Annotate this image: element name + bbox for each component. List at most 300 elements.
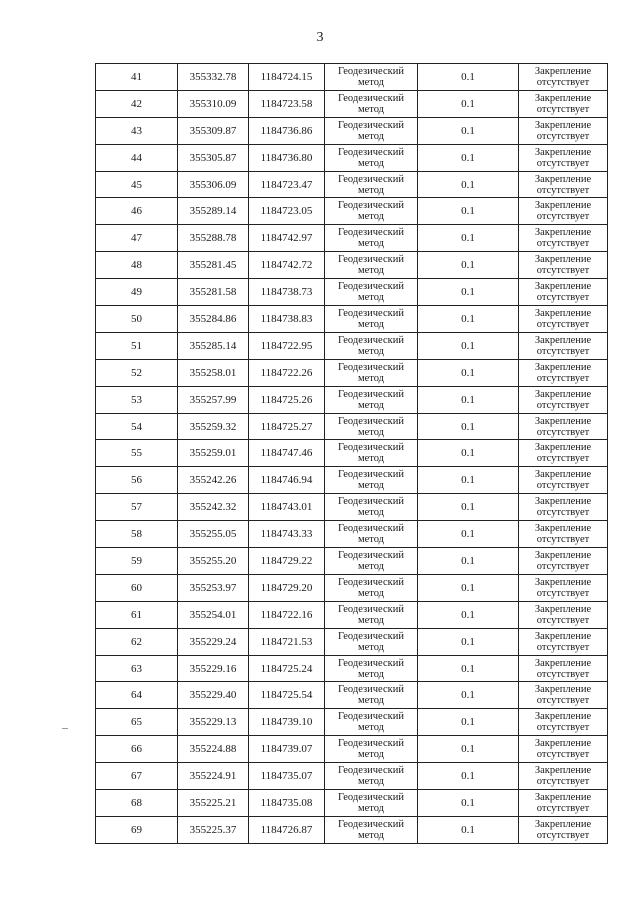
fixing-cell-line2: отсутствует bbox=[536, 76, 590, 88]
accuracy-cell: 0.1 bbox=[418, 628, 519, 655]
margin-mark bbox=[62, 728, 68, 729]
method-cell-line1: Геодезический bbox=[338, 227, 404, 239]
x-coordinate-cell: 355258.01 bbox=[178, 359, 249, 386]
method-cell-line1: Геодезический bbox=[338, 523, 404, 535]
y-coordinate-cell: 1184721.53 bbox=[249, 628, 325, 655]
method-cell-line1: Геодезический bbox=[338, 361, 404, 373]
point-number-cell: 50 bbox=[96, 306, 178, 333]
fixing-cell-line2: отсутствует bbox=[536, 292, 590, 304]
accuracy-cell: 0.1 bbox=[418, 198, 519, 225]
method-cell bbox=[325, 252, 418, 279]
table-row bbox=[96, 117, 608, 144]
fixing-cell-line1: Закрепление bbox=[534, 549, 592, 561]
method-cell bbox=[325, 225, 418, 252]
table-row bbox=[96, 279, 608, 306]
table-row bbox=[96, 144, 608, 171]
method-cell-line2: метод bbox=[357, 238, 385, 250]
method-cell-line2: метод bbox=[357, 345, 385, 357]
accuracy-cell: 0.1 bbox=[418, 790, 519, 817]
fixing-cell-line1: Закрепление bbox=[534, 738, 592, 750]
fixing-cell-line2: отсутствует bbox=[536, 265, 590, 277]
y-coordinate-cell: 1184729.20 bbox=[249, 574, 325, 601]
method-cell-line1: Геодезический bbox=[338, 119, 404, 131]
accuracy-cell: 0.1 bbox=[418, 279, 519, 306]
accuracy-cell: 0.1 bbox=[418, 763, 519, 790]
point-number-cell: 66 bbox=[96, 736, 178, 763]
fixing-cell-line2: отсутствует bbox=[536, 587, 590, 599]
fixing-cell bbox=[519, 144, 608, 171]
method-cell-line2: метод bbox=[357, 641, 385, 653]
table-row bbox=[96, 763, 608, 790]
method-cell bbox=[325, 574, 418, 601]
accuracy-cell: 0.1 bbox=[418, 90, 519, 117]
point-number-cell: 56 bbox=[96, 467, 178, 494]
fixing-cell-line2: отсутствует bbox=[536, 238, 590, 250]
method-cell bbox=[325, 90, 418, 117]
point-number-cell: 68 bbox=[96, 790, 178, 817]
y-coordinate-cell: 1184725.26 bbox=[249, 386, 325, 413]
table-row bbox=[96, 790, 608, 817]
point-number-cell: 61 bbox=[96, 601, 178, 628]
accuracy-cell: 0.1 bbox=[418, 332, 519, 359]
method-cell-line1: Геодезический bbox=[338, 469, 404, 481]
method-cell-line1: Геодезический bbox=[338, 765, 404, 777]
table-row bbox=[96, 655, 608, 682]
method-cell bbox=[325, 521, 418, 548]
table-row bbox=[96, 64, 608, 91]
y-coordinate-cell: 1184738.73 bbox=[249, 279, 325, 306]
fixing-cell bbox=[519, 736, 608, 763]
method-cell-line1: Геодезический bbox=[338, 818, 404, 830]
y-coordinate-cell: 1184736.86 bbox=[249, 117, 325, 144]
point-number-cell: 63 bbox=[96, 655, 178, 682]
fixing-cell-line2: отсутствует bbox=[536, 372, 590, 384]
method-cell-line2: метод bbox=[357, 426, 385, 438]
x-coordinate-cell: 355281.58 bbox=[178, 279, 249, 306]
fixing-cell bbox=[519, 763, 608, 790]
y-coordinate-cell: 1184722.16 bbox=[249, 601, 325, 628]
fixing-cell-line1: Закрепление bbox=[534, 684, 592, 696]
method-cell-line1: Геодезический bbox=[338, 334, 404, 346]
fixing-cell-line2: отсутствует bbox=[536, 480, 590, 492]
fixing-cell bbox=[519, 682, 608, 709]
accuracy-cell: 0.1 bbox=[418, 413, 519, 440]
x-coordinate-cell: 355255.05 bbox=[178, 521, 249, 548]
method-cell-line2: метод bbox=[357, 534, 385, 546]
y-coordinate-cell: 1184746.94 bbox=[249, 467, 325, 494]
fixing-cell-line1: Закрепление bbox=[534, 818, 592, 830]
point-number-cell: 64 bbox=[96, 682, 178, 709]
x-coordinate-cell: 355229.24 bbox=[178, 628, 249, 655]
accuracy-cell: 0.1 bbox=[418, 601, 519, 628]
x-coordinate-cell: 355253.97 bbox=[178, 574, 249, 601]
y-coordinate-cell: 1184725.54 bbox=[249, 682, 325, 709]
fixing-cell bbox=[519, 494, 608, 521]
fixing-cell bbox=[519, 332, 608, 359]
x-coordinate-cell: 355310.09 bbox=[178, 90, 249, 117]
y-coordinate-cell: 1184723.58 bbox=[249, 90, 325, 117]
fixing-cell bbox=[519, 90, 608, 117]
method-cell-line2: метод bbox=[357, 292, 385, 304]
fixing-cell-line1: Закрепление bbox=[534, 254, 592, 266]
accuracy-cell: 0.1 bbox=[418, 144, 519, 171]
y-coordinate-cell: 1184743.33 bbox=[249, 521, 325, 548]
method-cell-line1: Геодезический bbox=[338, 307, 404, 319]
fixing-cell-line2: отсутствует bbox=[536, 345, 590, 357]
table-row bbox=[96, 332, 608, 359]
fixing-cell-line1: Закрепление bbox=[534, 469, 592, 481]
point-number-cell: 60 bbox=[96, 574, 178, 601]
fixing-cell-line1: Закрепление bbox=[534, 603, 592, 615]
method-cell-line2: метод bbox=[357, 668, 385, 680]
accuracy-cell: 0.1 bbox=[418, 306, 519, 333]
method-cell-line1: Геодезический bbox=[338, 173, 404, 185]
point-number-cell: 41 bbox=[96, 64, 178, 91]
fixing-cell-line1: Закрепление bbox=[534, 657, 592, 669]
x-coordinate-cell: 355224.88 bbox=[178, 736, 249, 763]
table-row bbox=[96, 198, 608, 225]
method-cell bbox=[325, 709, 418, 736]
fixing-cell-line1: Закрепление bbox=[534, 388, 592, 400]
x-coordinate-cell: 355229.13 bbox=[178, 709, 249, 736]
method-cell-line2: метод bbox=[357, 749, 385, 761]
method-cell-line1: Геодезический bbox=[338, 388, 404, 400]
method-cell-line1: Геодезический bbox=[338, 684, 404, 696]
point-number-cell: 53 bbox=[96, 386, 178, 413]
table-row bbox=[96, 682, 608, 709]
method-cell-line2: метод bbox=[357, 722, 385, 734]
y-coordinate-cell: 1184743.01 bbox=[249, 494, 325, 521]
method-cell-line1: Геодезический bbox=[338, 603, 404, 615]
point-number-cell: 65 bbox=[96, 709, 178, 736]
fixing-cell-line1: Закрепление bbox=[534, 576, 592, 588]
method-cell-line2: метод bbox=[357, 372, 385, 384]
fixing-cell bbox=[519, 198, 608, 225]
table-row bbox=[96, 171, 608, 198]
fixing-cell-line2: отсутствует bbox=[536, 507, 590, 519]
fixing-cell-line1: Закрепление bbox=[534, 523, 592, 535]
method-cell-line1: Геодезический bbox=[338, 92, 404, 104]
accuracy-cell: 0.1 bbox=[418, 467, 519, 494]
fixing-cell-line2: отсутствует bbox=[536, 802, 590, 814]
point-number-cell: 46 bbox=[96, 198, 178, 225]
point-number-cell: 57 bbox=[96, 494, 178, 521]
accuracy-cell: 0.1 bbox=[418, 225, 519, 252]
table-row bbox=[96, 252, 608, 279]
table-row bbox=[96, 816, 608, 843]
point-number-cell: 67 bbox=[96, 763, 178, 790]
method-cell-line1: Геодезический bbox=[338, 496, 404, 508]
method-cell bbox=[325, 413, 418, 440]
fixing-cell bbox=[519, 601, 608, 628]
fixing-cell bbox=[519, 628, 608, 655]
table-row bbox=[96, 306, 608, 333]
page-number: 3 bbox=[316, 30, 324, 45]
fixing-cell-line2: отсутствует bbox=[536, 668, 590, 680]
coordinates-table bbox=[95, 63, 608, 844]
coordinates-table-body bbox=[96, 64, 608, 844]
fixing-cell bbox=[519, 117, 608, 144]
accuracy-cell: 0.1 bbox=[418, 440, 519, 467]
table-row bbox=[96, 601, 608, 628]
fixing-cell bbox=[519, 171, 608, 198]
method-cell bbox=[325, 306, 418, 333]
point-number-cell: 45 bbox=[96, 171, 178, 198]
method-cell bbox=[325, 386, 418, 413]
method-cell-line2: метод bbox=[357, 184, 385, 196]
method-cell bbox=[325, 790, 418, 817]
fixing-cell-line1: Закрепление bbox=[534, 307, 592, 319]
method-cell-line2: метод bbox=[357, 480, 385, 492]
method-cell-line2: метод bbox=[357, 265, 385, 277]
fixing-cell-line2: отсутствует bbox=[536, 560, 590, 572]
method-cell bbox=[325, 682, 418, 709]
method-cell bbox=[325, 763, 418, 790]
fixing-cell-line1: Закрепление bbox=[534, 415, 592, 427]
fixing-cell-line1: Закрепление bbox=[534, 765, 592, 777]
method-cell bbox=[325, 467, 418, 494]
y-coordinate-cell: 1184742.72 bbox=[249, 252, 325, 279]
x-coordinate-cell: 355225.37 bbox=[178, 816, 249, 843]
table-row bbox=[96, 359, 608, 386]
table-row bbox=[96, 709, 608, 736]
fixing-cell-line2: отсутствует bbox=[536, 829, 590, 841]
x-coordinate-cell: 355309.87 bbox=[178, 117, 249, 144]
method-cell bbox=[325, 332, 418, 359]
table-row bbox=[96, 225, 608, 252]
x-coordinate-cell: 355288.78 bbox=[178, 225, 249, 252]
y-coordinate-cell: 1184723.47 bbox=[249, 171, 325, 198]
fixing-cell-line2: отсутствует bbox=[536, 426, 590, 438]
fixing-cell-line1: Закрепление bbox=[534, 146, 592, 158]
fixing-cell-line2: отсутствует bbox=[536, 184, 590, 196]
method-cell-line2: метод bbox=[357, 453, 385, 465]
point-number-cell: 49 bbox=[96, 279, 178, 306]
accuracy-cell: 0.1 bbox=[418, 816, 519, 843]
method-cell-line1: Геодезический bbox=[338, 281, 404, 293]
method-cell-line2: метод bbox=[357, 318, 385, 330]
point-number-cell: 42 bbox=[96, 90, 178, 117]
method-cell-line2: метод bbox=[357, 695, 385, 707]
method-cell-line1: Геодезический bbox=[338, 442, 404, 454]
method-cell-line1: Геодезический bbox=[338, 576, 404, 588]
accuracy-cell: 0.1 bbox=[418, 682, 519, 709]
y-coordinate-cell: 1184726.87 bbox=[249, 816, 325, 843]
x-coordinate-cell: 355332.78 bbox=[178, 64, 249, 91]
x-coordinate-cell: 355225.21 bbox=[178, 790, 249, 817]
x-coordinate-cell: 355257.99 bbox=[178, 386, 249, 413]
method-cell bbox=[325, 198, 418, 225]
method-cell bbox=[325, 816, 418, 843]
method-cell-line2: метод bbox=[357, 76, 385, 88]
y-coordinate-cell: 1184739.10 bbox=[249, 709, 325, 736]
y-coordinate-cell: 1184729.22 bbox=[249, 548, 325, 575]
method-cell-line1: Геодезический bbox=[338, 146, 404, 158]
method-cell-line2: метод bbox=[357, 829, 385, 841]
y-coordinate-cell: 1184725.24 bbox=[249, 655, 325, 682]
fixing-cell-line1: Закрепление bbox=[534, 361, 592, 373]
fixing-cell bbox=[519, 306, 608, 333]
method-cell-line1: Геодезический bbox=[338, 415, 404, 427]
point-number-cell: 55 bbox=[96, 440, 178, 467]
y-coordinate-cell: 1184736.80 bbox=[249, 144, 325, 171]
method-cell bbox=[325, 64, 418, 91]
fixing-cell bbox=[519, 359, 608, 386]
method-cell bbox=[325, 440, 418, 467]
point-number-cell: 51 bbox=[96, 332, 178, 359]
x-coordinate-cell: 355242.26 bbox=[178, 467, 249, 494]
method-cell-line1: Геодезический bbox=[338, 65, 404, 77]
accuracy-cell: 0.1 bbox=[418, 117, 519, 144]
fixing-cell bbox=[519, 386, 608, 413]
method-cell-line2: метод bbox=[357, 507, 385, 519]
x-coordinate-cell: 355284.86 bbox=[178, 306, 249, 333]
fixing-cell-line2: отсутствует bbox=[536, 641, 590, 653]
fixing-cell-line1: Закрепление bbox=[534, 630, 592, 642]
fixing-cell-line1: Закрепление bbox=[534, 227, 592, 239]
y-coordinate-cell: 1184739.07 bbox=[249, 736, 325, 763]
fixing-cell-line2: отсутствует bbox=[536, 776, 590, 788]
coordinates-table-wrapper bbox=[95, 63, 608, 844]
fixing-cell-line1: Закрепление bbox=[534, 791, 592, 803]
table-row bbox=[96, 736, 608, 763]
y-coordinate-cell: 1184724.15 bbox=[249, 64, 325, 91]
fixing-cell-line1: Закрепление bbox=[534, 711, 592, 723]
accuracy-cell: 0.1 bbox=[418, 709, 519, 736]
x-coordinate-cell: 355259.32 bbox=[178, 413, 249, 440]
accuracy-cell: 0.1 bbox=[418, 252, 519, 279]
method-cell-line2: метод bbox=[357, 103, 385, 115]
table-row bbox=[96, 548, 608, 575]
fixing-cell bbox=[519, 548, 608, 575]
x-coordinate-cell: 355289.14 bbox=[178, 198, 249, 225]
point-number-cell: 69 bbox=[96, 816, 178, 843]
fixing-cell bbox=[519, 413, 608, 440]
point-number-cell: 47 bbox=[96, 225, 178, 252]
fixing-cell-line2: отсутствует bbox=[536, 749, 590, 761]
y-coordinate-cell: 1184742.97 bbox=[249, 225, 325, 252]
method-cell bbox=[325, 494, 418, 521]
method-cell bbox=[325, 171, 418, 198]
fixing-cell bbox=[519, 467, 608, 494]
fixing-cell-line2: отсутствует bbox=[536, 318, 590, 330]
fixing-cell bbox=[519, 440, 608, 467]
accuracy-cell: 0.1 bbox=[418, 171, 519, 198]
method-cell-line1: Геодезический bbox=[338, 200, 404, 212]
x-coordinate-cell: 355305.87 bbox=[178, 144, 249, 171]
fixing-cell-line1: Закрепление bbox=[534, 119, 592, 131]
x-coordinate-cell: 355255.20 bbox=[178, 548, 249, 575]
fixing-cell-line2: отсутствует bbox=[536, 722, 590, 734]
method-cell-line1: Геодезический bbox=[338, 711, 404, 723]
method-cell-line2: метод bbox=[357, 211, 385, 223]
accuracy-cell: 0.1 bbox=[418, 736, 519, 763]
point-number-cell: 52 bbox=[96, 359, 178, 386]
point-number-cell: 48 bbox=[96, 252, 178, 279]
x-coordinate-cell: 355306.09 bbox=[178, 171, 249, 198]
y-coordinate-cell: 1184738.83 bbox=[249, 306, 325, 333]
fixing-cell-line1: Закрепление bbox=[534, 200, 592, 212]
method-cell bbox=[325, 279, 418, 306]
x-coordinate-cell: 355285.14 bbox=[178, 332, 249, 359]
accuracy-cell: 0.1 bbox=[418, 521, 519, 548]
table-row bbox=[96, 521, 608, 548]
fixing-cell-line1: Закрепление bbox=[534, 92, 592, 104]
fixing-cell-line2: отсутствует bbox=[536, 534, 590, 546]
fixing-cell-line1: Закрепление bbox=[534, 65, 592, 77]
accuracy-cell: 0.1 bbox=[418, 359, 519, 386]
fixing-cell-line2: отсутствует bbox=[536, 211, 590, 223]
x-coordinate-cell: 355242.32 bbox=[178, 494, 249, 521]
fixing-cell-line2: отсутствует bbox=[536, 130, 590, 142]
method-cell-line2: метод bbox=[357, 776, 385, 788]
method-cell-line1: Геодезический bbox=[338, 738, 404, 750]
accuracy-cell: 0.1 bbox=[418, 574, 519, 601]
fixing-cell bbox=[519, 521, 608, 548]
table-row bbox=[96, 90, 608, 117]
fixing-cell bbox=[519, 64, 608, 91]
fixing-cell bbox=[519, 790, 608, 817]
point-number-cell: 43 bbox=[96, 117, 178, 144]
point-number-cell: 62 bbox=[96, 628, 178, 655]
fixing-cell bbox=[519, 709, 608, 736]
method-cell-line1: Геодезический bbox=[338, 254, 404, 266]
method-cell-line2: метод bbox=[357, 802, 385, 814]
x-coordinate-cell: 355229.40 bbox=[178, 682, 249, 709]
fixing-cell-line1: Закрепление bbox=[534, 281, 592, 293]
x-coordinate-cell: 355259.01 bbox=[178, 440, 249, 467]
method-cell-line1: Геодезический bbox=[338, 549, 404, 561]
method-cell-line2: метод bbox=[357, 560, 385, 572]
fixing-cell bbox=[519, 574, 608, 601]
method-cell-line2: метод bbox=[357, 399, 385, 411]
y-coordinate-cell: 1184722.95 bbox=[249, 332, 325, 359]
method-cell-line2: метод bbox=[357, 157, 385, 169]
method-cell-line1: Геодезический bbox=[338, 630, 404, 642]
method-cell-line1: Геодезический bbox=[338, 791, 404, 803]
method-cell-line2: метод bbox=[357, 587, 385, 599]
y-coordinate-cell: 1184723.05 bbox=[249, 198, 325, 225]
table-row bbox=[96, 413, 608, 440]
fixing-cell-line1: Закрепление bbox=[534, 496, 592, 508]
table-row bbox=[96, 440, 608, 467]
method-cell-line2: метод bbox=[357, 130, 385, 142]
method-cell bbox=[325, 601, 418, 628]
fixing-cell bbox=[519, 279, 608, 306]
accuracy-cell: 0.1 bbox=[418, 386, 519, 413]
x-coordinate-cell: 355229.16 bbox=[178, 655, 249, 682]
x-coordinate-cell: 355224.91 bbox=[178, 763, 249, 790]
accuracy-cell: 0.1 bbox=[418, 655, 519, 682]
fixing-cell-line2: отсутствует bbox=[536, 399, 590, 411]
y-coordinate-cell: 1184722.26 bbox=[249, 359, 325, 386]
fixing-cell-line1: Закрепление bbox=[534, 442, 592, 454]
accuracy-cell: 0.1 bbox=[418, 548, 519, 575]
method-cell bbox=[325, 628, 418, 655]
accuracy-cell: 0.1 bbox=[418, 494, 519, 521]
method-cell bbox=[325, 655, 418, 682]
table-row bbox=[96, 494, 608, 521]
fixing-cell bbox=[519, 225, 608, 252]
fixing-cell-line2: отсутствует bbox=[536, 614, 590, 626]
fixing-cell-line2: отсутствует bbox=[536, 157, 590, 169]
fixing-cell-line1: Закрепление bbox=[534, 173, 592, 185]
point-number-cell: 59 bbox=[96, 548, 178, 575]
point-number-cell: 58 bbox=[96, 521, 178, 548]
y-coordinate-cell: 1184735.07 bbox=[249, 763, 325, 790]
table-row bbox=[96, 574, 608, 601]
point-number-cell: 44 bbox=[96, 144, 178, 171]
